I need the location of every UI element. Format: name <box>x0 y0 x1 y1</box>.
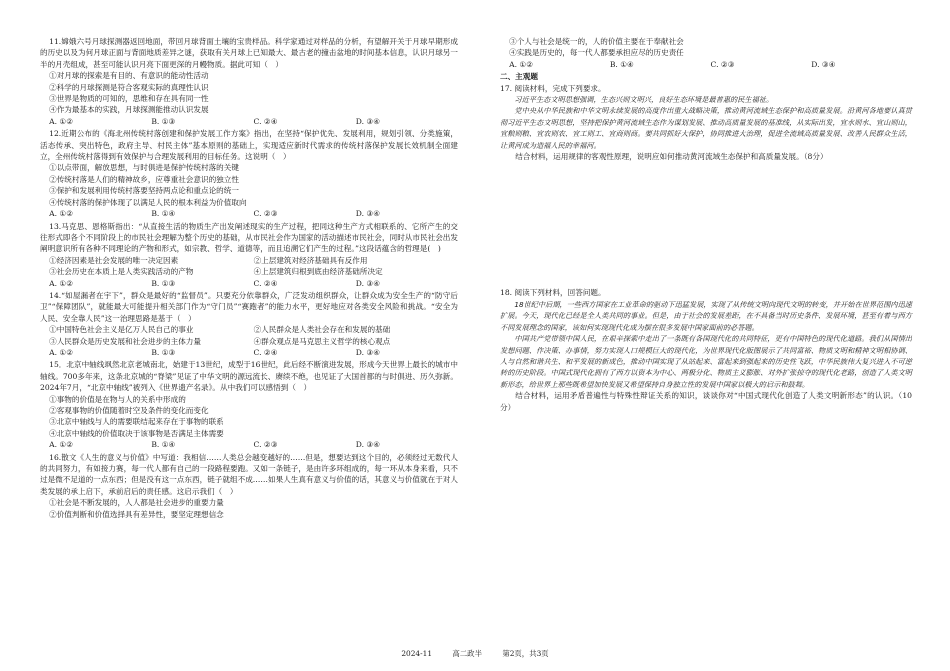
choice-b: B. ①④ <box>151 209 176 219</box>
choice-d: D. ③④ <box>811 59 836 69</box>
question-18 <box>500 287 912 412</box>
choice-a: A. ①② <box>49 278 74 288</box>
question-15-option-1: ①事物的价值是在物与人的关系中形成的 <box>49 394 186 404</box>
question-13-option-2: ②上层建筑对经济基础具有反作用 <box>253 255 368 265</box>
question-13-option-4: ④上层建筑归根到底由经济基础所决定 <box>253 267 383 277</box>
question-11-option-2: ②科学的月球探测是符合客观实际的真理性认识 <box>49 82 209 92</box>
choice-b: B. ①③ <box>151 347 176 357</box>
question-18-material-1: 18世纪中后期，一些西方国家在工业革命的驱动下迅猛发展，实现了从传统文明向现代文明的转变，并开始在世界范围内迅速扩展。今天，现代化已经是全人类共同的事业。但是，由于社会的发展差距，在不具备当时历史条件、发展环境，甚至有着与西方不同发展理念的国家，该如何实现现代化成为摆在很多发展中国家面前的必答题。 <box>500 299 912 332</box>
choice-b: B. ①④ <box>151 440 176 450</box>
question-12-option-1: ①以点带面，解放思想，与时俱进是保护传统村落的关键 <box>49 163 239 173</box>
choice-c: C. ②③ <box>710 59 735 69</box>
question-16-option-4: ④实践是历史的，每一代人都要承担应尽的历史责任 <box>509 48 684 58</box>
question-16-option-2: ②价值判断和价值选择具有差异性，要坚定理想信念 <box>49 509 224 519</box>
footer-page-number: 第2页，共3页 <box>502 649 549 658</box>
question-18-intro: 18. 阅读下列材料，回答问题。 <box>500 288 606 298</box>
choice-d: D. ③④ <box>355 440 381 450</box>
choice-a: A. ①② <box>49 209 74 219</box>
question-14-options-row-2 <box>40 336 458 347</box>
question-16 <box>40 452 458 520</box>
question-15-option-3: ③北京中轴线与人的需要联结起来存在于事物的联系 <box>49 417 224 427</box>
question-14-option-4: ④群众观点是马克思主义哲学的核心观点 <box>253 336 391 346</box>
question-13-options-row-2 <box>40 266 458 277</box>
question-11-option-3: ③世界是物质的可知的，思维和存在具有同一性 <box>49 94 209 104</box>
choice-a: A. ①② <box>509 59 534 69</box>
choice-c: C. ②③ <box>253 209 278 219</box>
question-17-material-1: 习近平生态文明思想强调，生态兴则文明兴，良好生态环境是最普惠的民生福祉。 <box>514 95 774 105</box>
question-12-stem: 12.近期公布的《海北州传统村落创建和保护发展工作方案》指出，在坚持“保护优先、发展利用，规划引领、分类施策，活态传承、突出特色，政府主导、村民主体”基本原则的基础上，实现适应新时代需求的传统村落保护发展长效机制全面建立，全州传统村落得到有效保护与合理发展利用的目标任务。这说明（ ） <box>40 129 458 162</box>
question-18-prompt: 结合材料，运用矛盾普遍性与特殊性辩证关系的知识，谈谈你对“中国式现代化创造了人类文明新形态”的认识。（10分） <box>500 391 912 412</box>
right-column <box>500 36 912 414</box>
left-column <box>40 36 458 521</box>
choice-d: D. ③④ <box>355 116 381 126</box>
question-13 <box>40 221 458 289</box>
footer-subject: 高二政半 <box>452 649 482 658</box>
choice-d: D. ③④ <box>355 347 381 357</box>
choice-d: D. ③④ <box>355 209 381 219</box>
question-13-option-1: ①经济因素是社会发展的唯一决定因素 <box>49 255 179 265</box>
question-17 <box>500 83 912 163</box>
question-14-option-1: ①中国特色社会主义是亿万人民自己的事业 <box>49 325 194 335</box>
question-14 <box>40 290 458 358</box>
question-14-option-3: ③人民群众是历史发展和社会进步的主体力量 <box>49 336 201 346</box>
choice-c: C. ②③ <box>253 440 278 450</box>
question-18-material-2: 中国共产党带领中国人民，在艰辛探索中走出了一条既有各国现代化的共同特征，更有中国特色的现代化道路。我们从国情出发想问题、作决策、办事情，努力实现人口规模巨大的现代化，为世界现代化版图展示了共同富裕、物质文明和精神文明相协调、人与自然和谐共生、和平发展的新成色，推动中国实现了从站起来、富起来到强起来的历史性飞跃，中华民族伟大复兴进入不可逆转的历史阶段。中国式现代化拥有了西方以资本为中心、两极分化、物质主义膨胀、对外扩张掠夺的现代化老路，创造了人类文明新形态，给世界上那些既希望加快发展又希望保持自身独立性的发展中国家以极大的启示和鼓舞。 <box>500 334 912 389</box>
choice-b: B. ①③ <box>151 116 176 126</box>
choice-a: A. ①② <box>49 440 74 450</box>
answer-space-17 <box>500 163 912 287</box>
choice-c: C. ②④ <box>253 347 278 357</box>
question-13-choices <box>40 278 458 289</box>
question-16-continued <box>500 36 912 70</box>
question-12-option-4: ④传统村落的保护体现了以满足人民的根本利益为价值取向 <box>49 197 247 207</box>
question-11-stem: 11.嫦娥六号月球探测器返回地面，带回月球背面土壤的宝贵样品。科学家通过对样品的分析，有望解开关于月球早期形成的历史以及为何月球正面与背面地质差异之谜，获取有关月球上已知最大、最古老的撞击盆地的时间基本信息，认识月球另一半的月壳组成，甚至可能认识月亮下面更深的月幔物质。据此可知（ ） <box>40 37 458 69</box>
question-15-choices <box>40 439 458 450</box>
question-13-option-3: ③社会历史在本质上是人类实践活动的产物 <box>49 267 194 277</box>
page-footer <box>0 648 950 659</box>
question-14-stem: 14.“如屋漏者在宇下”，群众是最好的“监督员”。只要充分依靠群众，广泛发动组织群众，让群众成为安全生产的“防守后卫”“保障团队”，就能最大可能提升相关部门作为“守门员”“赛跑者”的能力水平，更好地应对各类安全风险和挑战。“安全为人民、安全靠人民”这一治理思路是基于（ ） <box>40 290 458 323</box>
question-16-option-1: ①社会是不断发展的，人人都是社会进步的重要力量 <box>49 498 224 508</box>
choice-c: C. ②④ <box>253 116 278 126</box>
question-11-choices <box>40 116 458 127</box>
question-11 <box>40 36 458 127</box>
choice-c: C. ②④ <box>253 278 278 288</box>
question-15-option-4: ④北京中轴线的价值取决于该事物是否满足主体需要 <box>49 428 224 438</box>
section-heading: 二、主观题 <box>500 72 538 82</box>
choice-a: A. ①② <box>49 347 74 357</box>
question-12-option-2: ②传统村落是人们的精神故乡，应尊重社会意识的独立性 <box>49 174 239 184</box>
question-12-option-3: ③保护和发展利用传统村落要坚持两点论和重点论的统一 <box>49 186 239 196</box>
question-17-material-2: 党中央从中华民族和中华文明永续发展的高度作出重大战略决策，推动黄河流域生态保护和高质量发展。沿黄河各地要认真贯彻习近平生态文明思想，坚持把保护黄河流域生态作为谋划发展、推动高质量发展的基准线，从实际出发，宜水则水、宜山则山，宜粮则粮、宜农则农、宜工则工、宜商则商。要共同抓好大保护，协同推进大治理，促进全流域高质量发展、改善人民群众生活，让黄河成为造福人民的幸福河。 <box>500 106 912 150</box>
question-17-prompt: 结合材料，运用规律的客观性原理，说明应如何推动黄河流域生态保护和高质量发展。（8分） <box>515 152 828 162</box>
choice-a: A. ①② <box>49 116 74 126</box>
question-14-options-row-1 <box>40 324 458 335</box>
question-14-option-2: ②人民群众是人类社会存在和发展的基础 <box>253 325 391 335</box>
question-11-option-4: ④作为最基本的实践，月球探测能推动认识发展 <box>49 105 209 115</box>
question-13-stem: 13.马克思、恩格斯指出：“从直接生活的物质生产出发阐述现实的生产过程，把同这种生产方式相联系的、它所产生的交往形式即各个不同阶段上的市民社会理解为整个历史的基础，从市民社会作为国家的活动描述市民社会，同时从市民社会出发阐明意识所有各种不同理论的产物和形式，如宗教、哲学、道德等，而且追溯它们产生的过程。”这段话蕴含的哲理是( ) <box>40 221 458 254</box>
choice-b: B. ①④ <box>609 59 634 69</box>
choice-d: D. ③④ <box>355 278 381 288</box>
question-12-choices <box>40 208 458 219</box>
question-12 <box>40 128 458 219</box>
question-15 <box>40 359 458 450</box>
choice-b: B. ①③ <box>151 278 176 288</box>
question-16-option-3: ③个人与社会是统一的，人的价值主要在于奉献社会 <box>509 37 684 46</box>
question-15-option-2: ②客观事物的价值随着时空及条件的变化而变化 <box>49 406 209 415</box>
question-11-option-1: ①对月球的探索是有目的、有意识的能动性活动 <box>49 71 209 81</box>
question-16-choices <box>500 59 912 70</box>
question-16-stem: 16.散文《人生的意义与价值》中写道：我相信……人类总会越变越好的……但是，想要达到这个目的，必须经过无数代人的共同努力，有如接力赛，每一代人都有自己的一段路程要跑。又如一条链子，是由许多环组成的，每一环从本身来看，只不过是微不足道的一点东西；但是没有这一点东西，链子就组不成……如果人生真有意义与价值的话，其意义与价值就在于对人类发展的承上启下，承前启后的责任感。这启示我们（ ） <box>40 452 458 496</box>
question-13-options-row-1 <box>40 255 458 266</box>
footer-date: 2024-11 <box>401 649 433 658</box>
question-15-stem: 15．北京中轴线飒然北京老城南北，始建于13世纪，成型于16世纪，此后经不断演进发展，形成今天世界上最长的城市中轴线。700多年来，这条北京城的“脊梁”见证了中华文明的源远流长、赓续不绝，也见证了大国首都的与时俱进、历久弥新。2024年7月，“北京中轴线”被列入《世界遗产名录》。从中我们可以感悟到（ ） <box>40 360 458 393</box>
question-17-intro: 17. 阅读材料，完成下列要求。 <box>500 83 606 93</box>
question-14-choices <box>40 347 458 358</box>
